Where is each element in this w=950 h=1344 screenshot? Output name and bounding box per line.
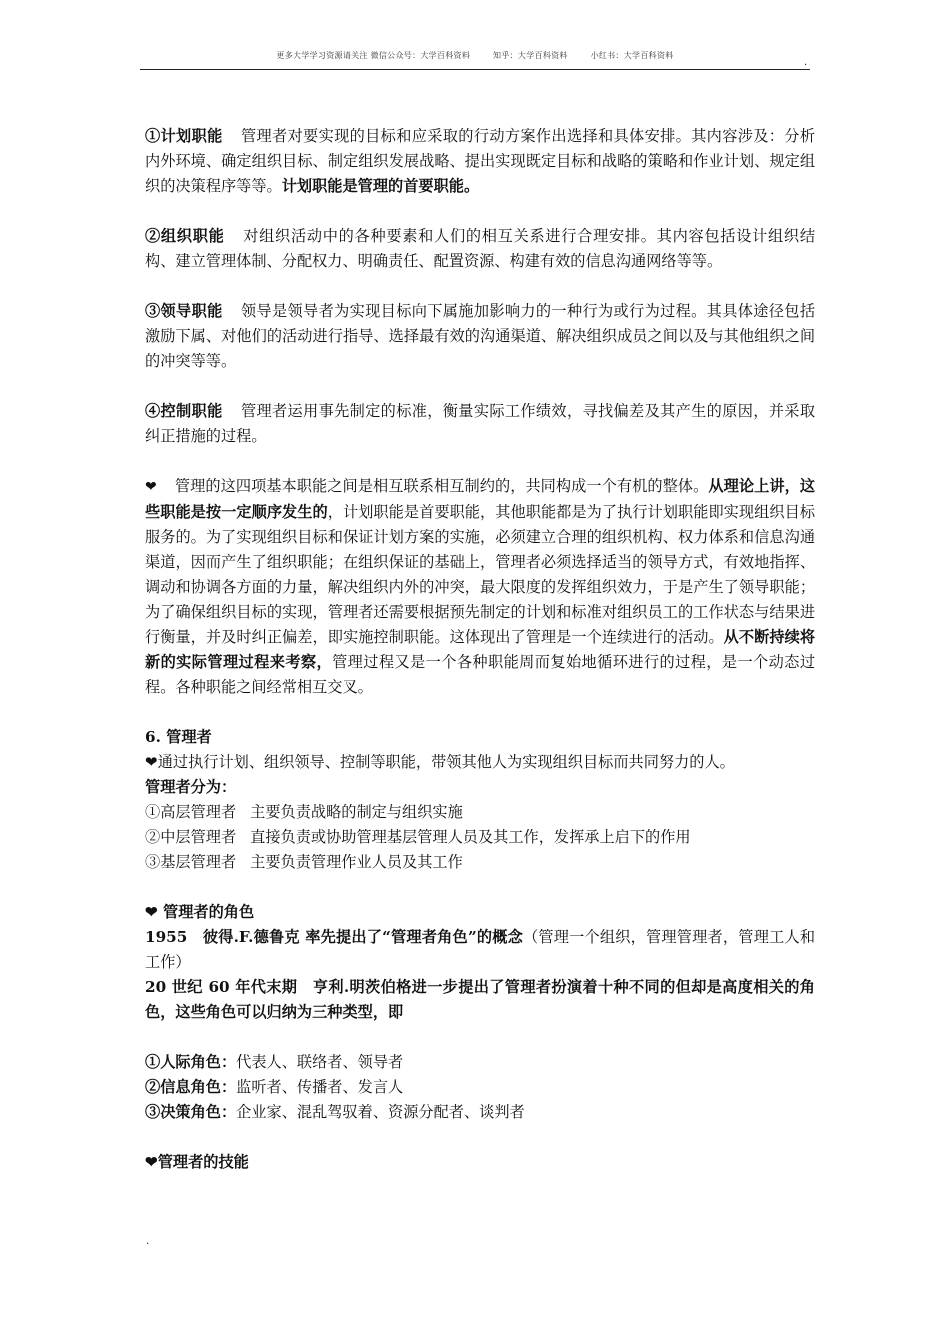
header-rule	[140, 69, 810, 70]
summary-text-3: 管理过程又是一个各种职能周而复始地循环进行的过程，是一个动态过程。各种职能之间经常相互交叉。	[145, 653, 816, 696]
manager-level-desc: 主要负责管理作业人员及其工作	[250, 853, 463, 871]
skills-heading: ❤管理者的技能	[145, 1153, 249, 1171]
managers-types-heading: 管理者分为：	[145, 778, 237, 796]
manager-level-name: ③基层管理者	[145, 853, 237, 871]
summary-text-1: 管理的这四项基本职能之间是相互联系相互制约的，共同构成一个有机的整体。	[174, 477, 709, 495]
controlling-body: 管理者运用事先制定的标准，衡量实际工作绩效，寻找偏差及其产生的原因，并采取纠正措施的过程。	[145, 402, 816, 445]
organizing-paragraph	[145, 224, 815, 274]
organizing-body: 对组织活动中的各种要素和人们的相互关系进行合理安排。其内容包括设计组织结构、建立管理体制、分配权力、明确责任、配置资源、构建有效的信息沟通网络等等。	[145, 227, 816, 270]
manager-level-desc: 主要负责战略的制定与组织实施	[250, 803, 463, 821]
document-body	[145, 124, 815, 1175]
planning-paragraph	[145, 124, 815, 199]
controlling-title: ④控制职能	[145, 402, 223, 420]
header-zhihu-text: 知乎：大学百科资料	[493, 51, 568, 60]
manager-level-item	[145, 825, 815, 850]
footer-dot: .	[146, 1236, 150, 1247]
manager-level-name: ①高层管理者	[145, 803, 237, 821]
header-xiaohongshu-text: 小红书：大学百科资料	[590, 51, 674, 60]
roles-heading: ❤ 管理者的角色	[145, 903, 255, 921]
role-type-name: ①人际角色：	[145, 1053, 237, 1071]
leading-title: ③领导职能	[145, 302, 223, 320]
controlling-paragraph	[145, 399, 815, 449]
summary-bold-1: 从理论上讲，这些职能是按一定顺序发生的	[145, 477, 816, 521]
role-type-item	[145, 1050, 815, 1075]
planning-title: ①计划职能	[145, 127, 223, 145]
heart-icon: ❤	[145, 479, 157, 495]
role-type-name: ②信息角色：	[145, 1078, 237, 1096]
managers-definition: ❤通过执行计划、组织领导、控制等职能，带领其他人为实现组织目标而共同努力的人。	[145, 753, 735, 771]
planning-emphasis: 计划职能是管理的首要职能。	[281, 177, 480, 195]
drucker-rest: （管理一个组织，管理管理者，管理工人和工作）	[145, 928, 816, 971]
role-type-list: 监听者、传播者、发言人	[236, 1078, 404, 1096]
role-type-list: 企业家、混乱驾驭着、资源分配者、谈判者	[236, 1103, 525, 1121]
mintzberg-paragraph: 20 世纪 60 年代末期 亨利.明茨伯格进一步提出了管理者扮演着十种不同的但却是高度相关的角色，这些角色可以归纳为三种类型，即	[145, 978, 815, 1021]
leading-body: 领导是领导者为实现目标向下属施加影响力的一种行为或行为过程。其具体途径包括激励下属、对他们的活动进行指导、选择最有效的沟通渠道、解决组织成员之间以及与其他组织之间的冲突等等。	[145, 302, 816, 370]
leading-paragraph	[145, 299, 815, 374]
page-header	[140, 50, 810, 61]
role-type-item	[145, 1075, 815, 1100]
manager-level-name: ②中层管理者	[145, 828, 237, 846]
manager-level-item	[145, 800, 815, 825]
organizing-title: ②组织职能	[145, 227, 225, 245]
managers-heading: 6. 管理者	[145, 728, 212, 746]
drucker-bold: 1955 彼得.F.德鲁克 率先提出了“管理者角色”的概念	[145, 928, 524, 946]
role-type-list: 代表人、联络者、领导者	[236, 1053, 404, 1071]
manager-level-desc: 直接负责或协助管理基层管理人员及其工作，发挥承上启下的作用	[250, 828, 691, 846]
summary-paragraph	[145, 474, 815, 700]
role-type-name: ③决策角色：	[145, 1103, 237, 1121]
role-type-item	[145, 1100, 815, 1125]
header-wechat-text: 更多大学学习资源请关注 微信公众号：大学百科资料	[276, 51, 471, 60]
planning-body: 管理者对要实现的目标和应采取的行动方案作出选择和具体安排。其内容涉及：分析内外环境、确定组织目标、制定组织发展战略、提出实现既定目标和战略的策略和作业计划、规定组织的决策程序等等。	[145, 127, 816, 195]
drucker-paragraph	[145, 925, 815, 975]
summary-text-2: ，计划职能是首要职能，其他职能都是为了执行计划职能即实现组织目标服务的。为了实现组织目标和保证计划方案的实施，必须建立合理的组织机构、权力体系和信息沟通渠道，因而产生了组织职能；在组织保证的基础上，管理者必须选择适当的领导方式，有效地指挥、调动和协调各方面的力量，解决组织内外的冲突，最大限度的发挥组织效力，于是产生了领导职能；为了确保组织目标的实现，管理者还需要根据预先制定的计划和标准对组织员工的工作状态与结果进行衡量，并及时纠正偏差，即实施控制职能。这体现出了管理是一个连续进行的活动。	[145, 503, 816, 646]
summary-bold-2: 从不断持续将新的实际管理过程来考察，	[145, 628, 816, 671]
corner-dot: .	[804, 57, 808, 68]
manager-level-item	[145, 850, 815, 875]
